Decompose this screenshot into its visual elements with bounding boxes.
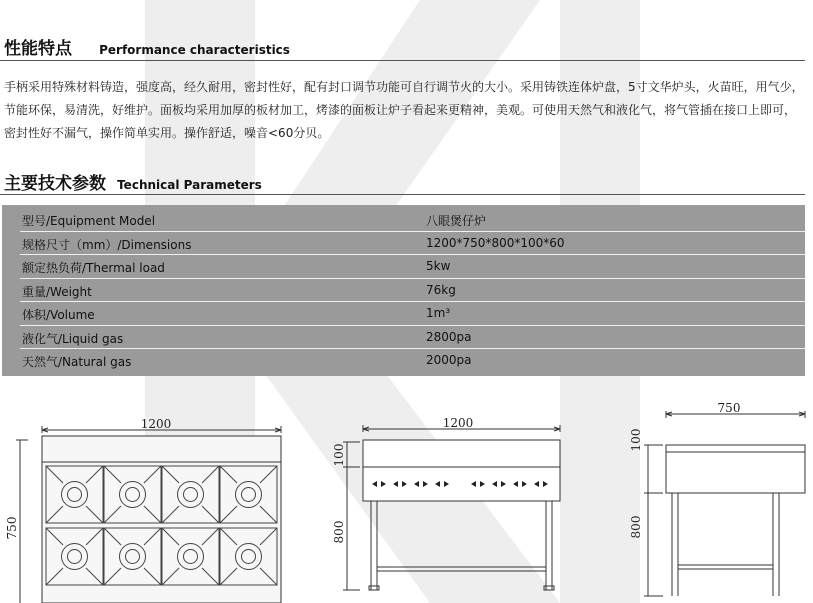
top-view-depth-label: 750 [5, 516, 19, 540]
performance-description: 手柄采用特殊材料铸造，强度高，经久耐用，密封性好，配有封口调节功能可自行调节火的大小。采用铸铁连体炉盘，5寸文华炉头，火苗旺，用气少，节能环保，易清洗，好维护。面板均采用加厚的板材加工，烤漆的面板让炉子看起来更精神，美观。可使用天然气和液化气，将气管插在接口上即可，密封性好不漏气，操作简单实用。操作舒适，噪音<60分贝。 [4, 80, 804, 140]
spec-label: 天然气/Natural gas [22, 355, 132, 369]
section-divider [0, 60, 805, 61]
spec-value: 2800pa [426, 329, 472, 344]
section-divider [0, 194, 805, 195]
technical-drawings [0, 395, 813, 603]
spec-label: 型号/Equipment Model [22, 214, 156, 228]
technical-title-en: Technical Parameters [117, 178, 262, 192]
performance-title-en: Performance characteristics [99, 43, 290, 57]
spec-row [2, 349, 805, 373]
spec-value: 5kw [426, 259, 451, 273]
spec-label: 重量/Weight [22, 284, 92, 299]
spec-label: 液化气/Liquid gas [22, 331, 124, 346]
spec-row [2, 232, 805, 256]
spec-value: 1200*750*800*100*60 [426, 235, 565, 250]
technical-title-cn: 主要技术参数 [4, 174, 106, 194]
side-view-leg-height-label: 800 [629, 515, 643, 539]
spec-label: 额定热负荷/Thermal load [22, 261, 165, 275]
spec-value: 八眼煲仔炉 [426, 214, 487, 228]
spec-value: 2000pa [426, 353, 472, 367]
spec-row [2, 255, 805, 279]
spec-table [2, 205, 805, 376]
front-view-top-height-label: 100 [332, 443, 346, 467]
top-view-width-label: 1200 [140, 417, 172, 431]
spec-row [2, 302, 805, 326]
side-view-width-label: 750 [717, 401, 741, 415]
side-view-top-height-label: 100 [629, 428, 643, 452]
front-view-width-label: 1200 [442, 416, 474, 430]
spec-row [2, 208, 805, 232]
performance-heading [4, 34, 290, 59]
spec-value: 1m³ [426, 306, 451, 320]
spec-row [2, 279, 805, 303]
technical-heading [4, 169, 262, 194]
spec-value: 76kg [426, 282, 456, 297]
spec-label: 规格尺寸（mm）/Dimensions [22, 237, 192, 252]
front-view-leg-height-label: 800 [332, 520, 346, 544]
spec-label: 体积/Volume [22, 308, 95, 322]
spec-row [2, 326, 805, 350]
performance-title-cn: 性能特点 [4, 39, 72, 59]
